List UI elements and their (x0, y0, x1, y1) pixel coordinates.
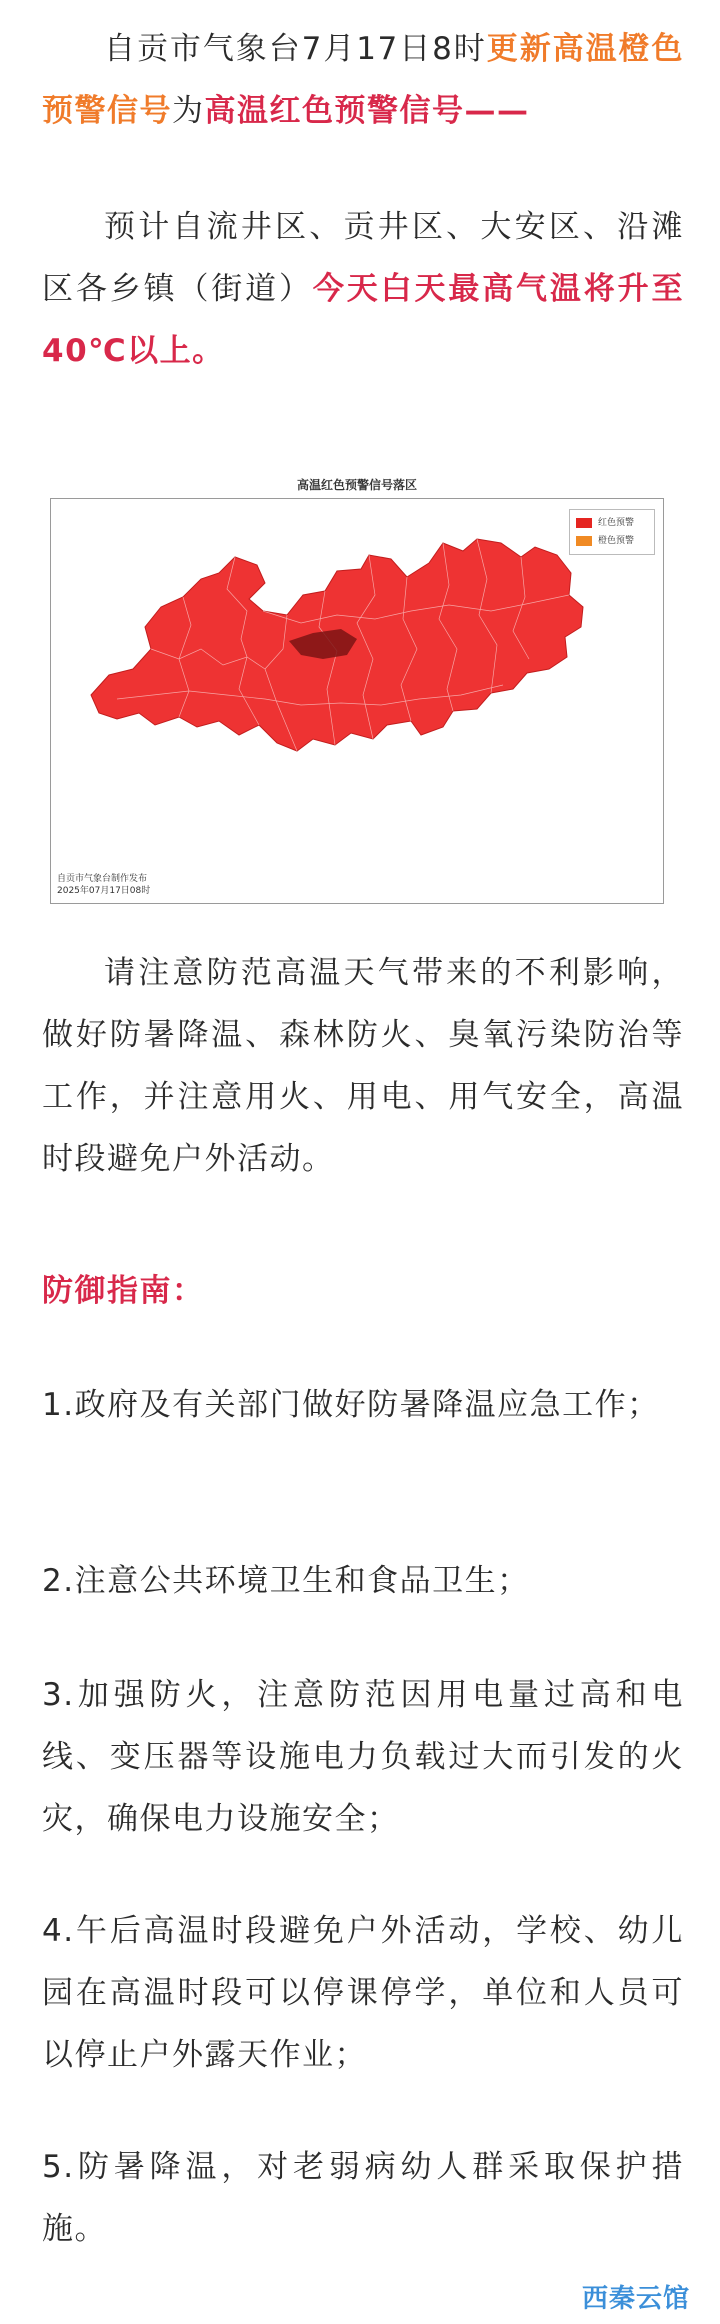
forecast-highlight: 今天白天最高气温将升至40℃以上。 (42, 271, 685, 369)
watermark-logo: 西秦云馆 (582, 2284, 691, 2314)
red-signal-text: 高温红色预警信号—— (204, 93, 530, 129)
map-credit (57, 873, 150, 897)
advice-paragraph: 请注意防范高温天气带来的不利影响，做好防暑降温、森林防火、臭氧污染防治等工作，并注意用火、用电、用气安全，高温时段避免户外活动。 (42, 955, 684, 1177)
intro-paragraph (42, 18, 684, 142)
guide-heading: 防御指南： (42, 1273, 205, 1309)
warning-area-map (51, 499, 663, 903)
guide-item-4: 4.午后高温时段避免户外活动，学校、幼儿园在高温时段可以停课停学，单位和人员可以停止户外露天作业； (42, 1913, 684, 2073)
legend-swatch-red (576, 518, 592, 528)
legend-swatch-orange (576, 536, 592, 546)
guide-item-3: 3.加强防火，注意防范因用电量过高和电线、变压器等设施电力负载过大而引发的火灾，确保电力设施安全； (42, 1677, 684, 1837)
map-title: 高温红色预警信号落区 (296, 478, 417, 492)
warning-map-figure (48, 476, 666, 906)
forecast-paragraph (42, 196, 684, 382)
guide-item-2: 2.注意公共环境卫生和食品卫生； (42, 1563, 530, 1599)
map-credit-line2: 2025年07月17日08时 (57, 886, 151, 896)
guide-item-1: 1.政府及有关部门做好防暑降温应急工作； (42, 1387, 660, 1423)
orange-signal-text: 更新高温橙色预警信号 (42, 31, 684, 129)
map-frame (50, 498, 664, 904)
legend-label-orange: 橙色预警 (598, 536, 635, 546)
guide-item-5: 5.防暑降温，对老弱病幼人群采取保护措施。 (42, 2149, 684, 2247)
forecast-prefix: 预计自流井区、贡井区、大安区、沿滩区各乡镇（街道） (42, 209, 684, 307)
legend-label-red: 红色预警 (598, 518, 635, 528)
map-credit-line1: 自贡市气象台制作发布 (57, 874, 148, 884)
intro-prefix: 自贡市气象台7月17日8时 (104, 31, 487, 67)
intro-mid: 为 (172, 93, 205, 129)
map-legend (569, 509, 655, 555)
